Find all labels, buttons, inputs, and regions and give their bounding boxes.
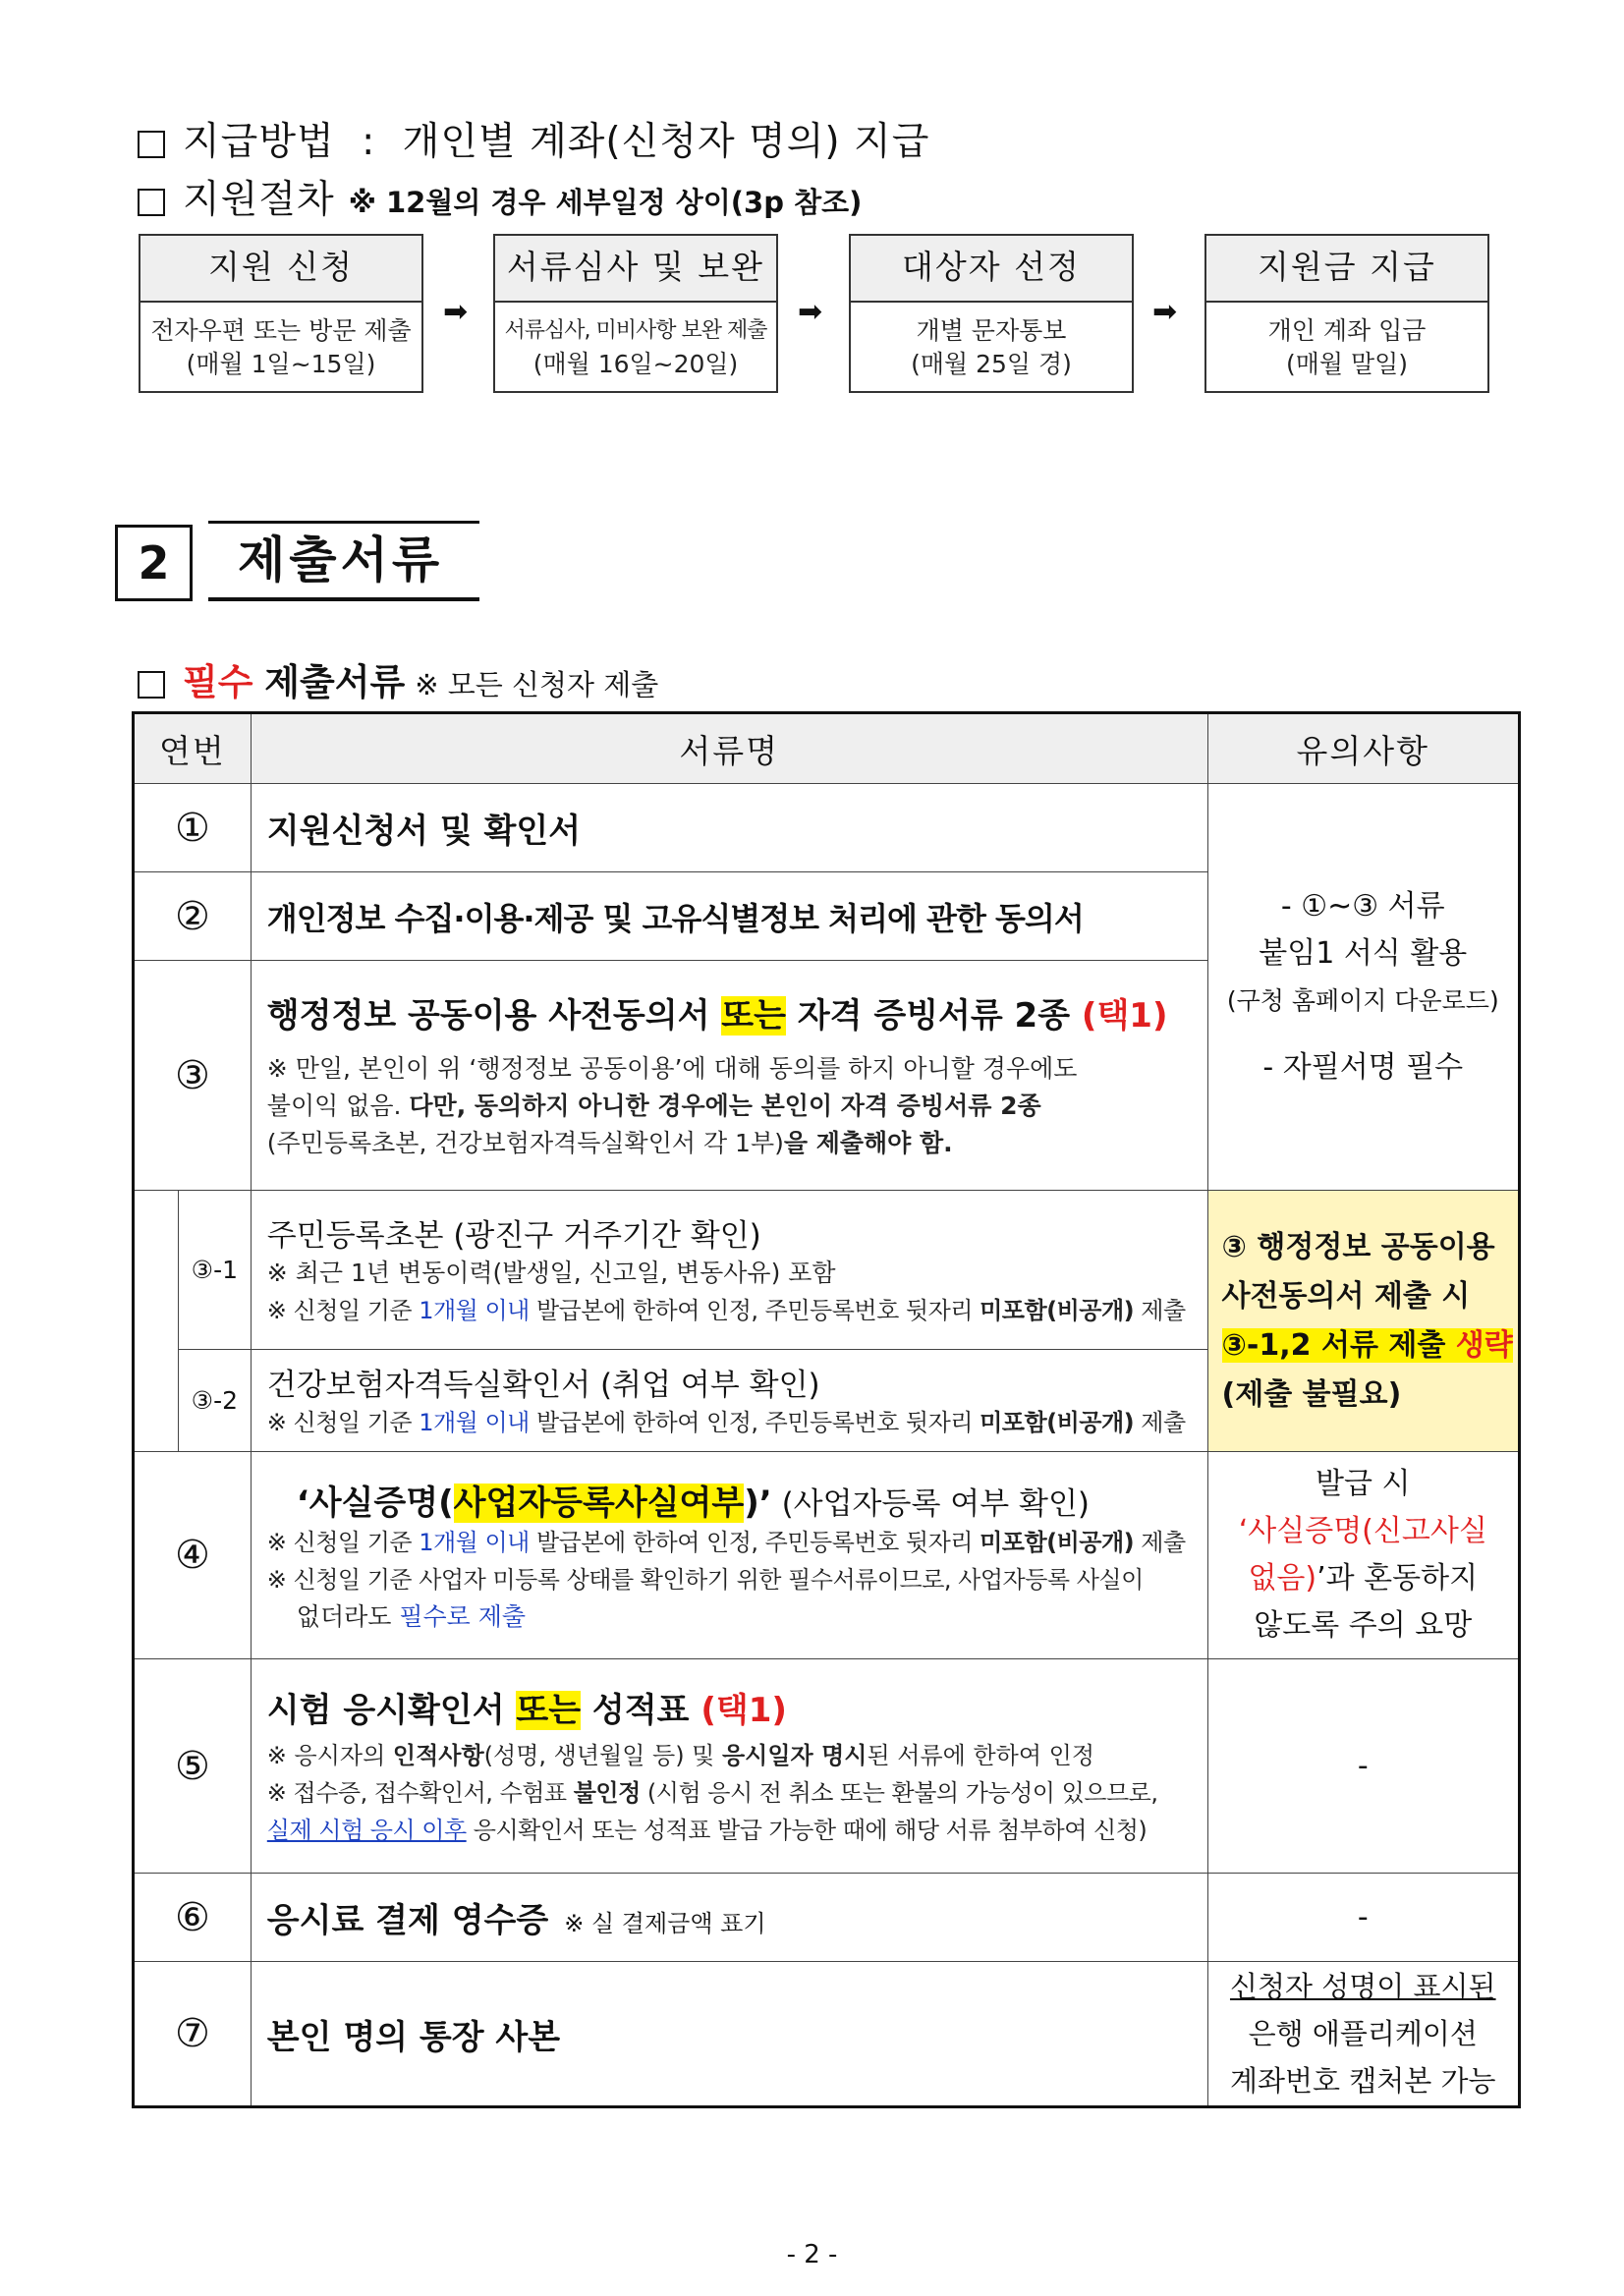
arrow-right-icon: ➡	[798, 295, 823, 329]
highlight-keyword: 사업자등록사실여부	[453, 1483, 745, 1523]
doc-title: 건강보험자격득실확인서 (취업 여부 확인)	[266, 1368, 820, 1403]
row-number: ②	[134, 872, 252, 961]
flow-step-line1: 전자우편 또는 방문 제출	[150, 316, 412, 345]
note-text	[267, 1598, 1194, 1636]
note-part: ※ 신청일 기준	[266, 1528, 420, 1556]
flow-step-line2: (매월 25일 경)	[911, 350, 1072, 378]
note-part-bold: 불인정	[573, 1779, 641, 1807]
note-part-bold: 미포함(비공개)	[980, 1297, 1135, 1324]
note-part-bold: 응시일자 명시	[722, 1742, 868, 1769]
note-text: ※ 신청일 기준 사업자 미등록 상태를 확인하기 위한 필수서류이므로, 사업자등록 사실이	[266, 1565, 1144, 1594]
note-part-blue: 1개월 이내	[419, 1297, 530, 1324]
notes-3-sub	[1207, 1191, 1519, 1452]
note-part: 없더라도	[296, 1601, 400, 1631]
note-part: 발급본에 한하여 인정, 주민등록번호 뒷자리	[529, 1297, 980, 1324]
note-text	[267, 1404, 1194, 1441]
documents-table	[132, 711, 1521, 2108]
pick-one-label: (택1)	[1081, 996, 1168, 1036]
payment-method-line	[138, 111, 929, 166]
flow-step-title: 대상자 선정	[851, 236, 1132, 303]
note-line: ③ 행정정보 공동이용	[1221, 1229, 1495, 1264]
notes-4	[1207, 1452, 1519, 1659]
doc-title	[267, 1683, 1194, 1731]
table-row	[134, 1659, 1520, 1874]
table-row	[134, 1452, 1520, 1659]
note-part-red: 생략	[1455, 1327, 1513, 1363]
flow-step-title: 서류심사 및 보완	[495, 236, 776, 303]
note-part: 응시확인서 또는 성적표 발급 가능한 때에 해당 서류 첨부하여 신청)	[466, 1817, 1148, 1844]
required-label: 제출서류	[264, 661, 406, 703]
checkbox-square-icon	[138, 671, 165, 699]
required-docs-line	[138, 652, 658, 705]
note-part-blue: 필수로 제출	[399, 1601, 527, 1631]
flow-step-select	[849, 234, 1134, 393]
pick-one-label: (택1)	[700, 1691, 787, 1730]
table-row	[134, 1962, 1520, 2107]
flow-step-title: 지원 신청	[140, 236, 421, 303]
note-part: ※ 신청일 기준	[266, 1297, 420, 1324]
note-part-blue: 1개월 이내	[419, 1409, 530, 1436]
note-part: 제출	[1134, 1409, 1186, 1436]
note-text	[267, 1524, 1194, 1561]
note-part-blue: 실제 시험 응시 이후	[266, 1817, 467, 1844]
note-part-blue: 1개월 이내	[419, 1528, 530, 1556]
flow-step-apply	[139, 234, 423, 393]
doc-name: 응시료 결제 영수증	[266, 1901, 549, 1940]
row-number: ⑥	[134, 1874, 252, 1962]
flow-step-line1: 개인 계좌 입금	[1267, 316, 1427, 345]
note-part: ※ 접수증, 접수확인서, 수험표	[266, 1779, 574, 1807]
flow-step-line2: (매월 말일)	[1285, 350, 1409, 378]
doc-cell	[251, 1659, 1207, 1874]
row-number: ⑤	[134, 1659, 252, 1874]
note-text	[267, 1737, 1194, 1774]
note-line: 계좌번호 캡처본 가능	[1229, 2064, 1496, 2098]
note-line: 사전동의서 제출 시	[1221, 1278, 1471, 1314]
note-part-bold: 을 제출해야 함.	[783, 1129, 953, 1157]
note-text: ※ 만일, 본인이 위 ‘행정정보 공동이용’에 대해 동의를 하지 아니할 경우에도	[266, 1054, 1078, 1083]
section-title: 제출서류	[208, 521, 479, 601]
highlight-or: 또는	[721, 996, 786, 1036]
note-part-bold: 미포함(비공개)	[980, 1409, 1135, 1436]
checkbox-square-icon	[138, 189, 165, 216]
required-red-label: 필수	[183, 661, 253, 703]
note-line	[1222, 1321, 1518, 1371]
note-part-red: 없음)	[1248, 1561, 1317, 1596]
row-number: ③	[134, 961, 252, 1191]
row-number: ④	[134, 1452, 252, 1659]
note-line: 신청자 성명이 표시된	[1229, 1970, 1496, 2003]
flow-step-review	[493, 234, 778, 393]
procedure-note: ※ 12월의 경우 세부일정 상이(3p 참조)	[348, 186, 863, 219]
note-line	[1208, 1555, 1518, 1602]
procedure-label: 지원절차	[183, 178, 335, 222]
doc-cell	[251, 961, 1207, 1191]
header-docname: 서류명	[251, 713, 1207, 784]
note-text: ※ 최근 1년 변동이력(발생일, 신고일, 변동사유) 포함	[266, 1259, 836, 1287]
required-note: ※ 모든 신청자 제출	[415, 668, 659, 701]
note-part: 된 서류에 한하여 인정	[867, 1742, 1095, 1769]
header-notes: 유의사항	[1207, 713, 1519, 784]
note-part-bold: 미포함(비공개)	[980, 1528, 1135, 1556]
note-part-highlight: ③-1,2 서류 제출	[1221, 1327, 1456, 1363]
note-part: 제출	[1134, 1528, 1186, 1556]
doc-name: 지원신청서 및 확인서	[251, 784, 1207, 872]
doc-cell	[251, 1452, 1207, 1659]
page-number: - 2 -	[786, 2240, 838, 2269]
doc-sub-note: ※ 실 결제금액 표기	[564, 1910, 766, 1937]
doc-title-part: 성적표	[581, 1691, 701, 1730]
notes-7	[1207, 1962, 1519, 2107]
table-row	[134, 1874, 1520, 1962]
note-line: - ①~③ 서류	[1280, 888, 1445, 924]
note-part: (시험 응시 전 취소 또는 환불의 가능성이 있으므로,	[640, 1779, 1158, 1807]
note-part-bold: 다만, 동의하지 아니한 경우에는 본인이 자격 증빙서류 2종	[409, 1092, 1041, 1120]
doc-title-part: 행정정보 공동이용 사전동의서	[266, 996, 722, 1036]
doc-title-part: ‘사실증명(	[296, 1483, 454, 1523]
note-text	[267, 1812, 1194, 1849]
note-text	[267, 1088, 1194, 1125]
flow-step-pay	[1204, 234, 1489, 393]
doc-name: 개인정보 수집·이용·제공 및 고유식별정보 처리에 관한 동의서	[251, 872, 1207, 961]
table-row	[134, 784, 1520, 872]
notes-6: -	[1207, 1874, 1519, 1962]
doc-title-part: 자격 증빙서류 2종	[785, 996, 1082, 1036]
note-part: 발급본에 한하여 인정, 주민등록번호 뒷자리	[529, 1528, 980, 1556]
doc-title-sub: (사업자등록 여부 확인)	[771, 1485, 1090, 1522]
note-line: 붙임1 서식 활용	[1259, 935, 1468, 971]
flow-step-line2: (매월 16일~20일)	[532, 350, 739, 378]
header-num: 연번	[134, 713, 252, 784]
doc-title-part: 시험 응시확인서	[266, 1691, 517, 1730]
row-number: ①	[134, 784, 252, 872]
doc-title	[267, 988, 1194, 1036]
note-text	[267, 1774, 1194, 1812]
doc-name: 본인 명의 통장 사본	[251, 1962, 1207, 2107]
arrow-right-icon: ➡	[443, 295, 469, 329]
note-line: (구청 홈페이지 다운로드)	[1226, 985, 1499, 1015]
note-part: 불이익 없음.	[266, 1092, 410, 1120]
note-text	[267, 1292, 1194, 1329]
doc-title-part: )’	[744, 1483, 772, 1523]
flow-step-line1: 개별 문자통보	[916, 316, 1067, 345]
note-part: (성명, 생년월일 등) 및	[483, 1742, 722, 1769]
doc-title: 주민등록초본 (광진구 거주기간 확인)	[266, 1218, 761, 1254]
note-part: 제출	[1134, 1297, 1186, 1324]
flow-step-line2: (매월 1일~15일)	[186, 350, 376, 378]
note-line-red: ‘사실증명(신고사실	[1238, 1514, 1487, 1548]
doc-cell	[251, 1874, 1207, 1962]
note-line: 은행 애플리케이션	[1248, 2017, 1478, 2050]
note-line: (제출 불필요)	[1221, 1376, 1402, 1412]
flow-step-title: 지원금 지급	[1206, 236, 1487, 303]
procedure-line	[138, 169, 862, 224]
doc-title	[297, 1476, 1194, 1524]
arrow-right-icon: ➡	[1152, 295, 1178, 329]
row-number: ⑦	[134, 1962, 252, 2107]
indent-cell	[134, 1191, 179, 1452]
flow-step-line1: 서류심사, 미비사항 보완 제출	[504, 318, 767, 343]
note-part-bold: 인적사항	[392, 1742, 484, 1769]
note-line: 않도록 주의 요망	[1254, 1608, 1473, 1643]
note-part: ※ 응시자의	[266, 1742, 393, 1769]
doc-cell	[251, 1350, 1207, 1452]
checkbox-square-icon	[138, 131, 165, 158]
row-number: ③-1	[178, 1191, 251, 1350]
payment-label: 지급방법	[183, 120, 335, 164]
note-part: ’과 혼동하지	[1316, 1561, 1479, 1596]
row-number: ③-2	[178, 1350, 251, 1452]
payment-value: 개인별 계좌(신청자 명의) 지급	[402, 120, 930, 164]
note-part: 발급본에 한하여 인정, 주민등록번호 뒷자리	[529, 1409, 980, 1436]
note-part: ※ 신청일 기준	[266, 1409, 420, 1436]
doc-cell	[251, 1191, 1207, 1350]
highlight-or: 또는	[516, 1691, 582, 1730]
note-text	[267, 1125, 1194, 1162]
table-row	[134, 1191, 1520, 1350]
note-part: (주민등록초본, 건강보험자격득실확인서 각 1부)	[266, 1129, 784, 1157]
note-line: 발급 시	[1316, 1467, 1411, 1501]
table-header-row	[134, 713, 1520, 784]
section-number: 2	[115, 525, 193, 601]
note-line: - 자필서명 필수	[1262, 1049, 1464, 1085]
notes-5: -	[1207, 1659, 1519, 1874]
payment-sep: :	[362, 120, 376, 164]
notes-1-3	[1207, 784, 1519, 1191]
